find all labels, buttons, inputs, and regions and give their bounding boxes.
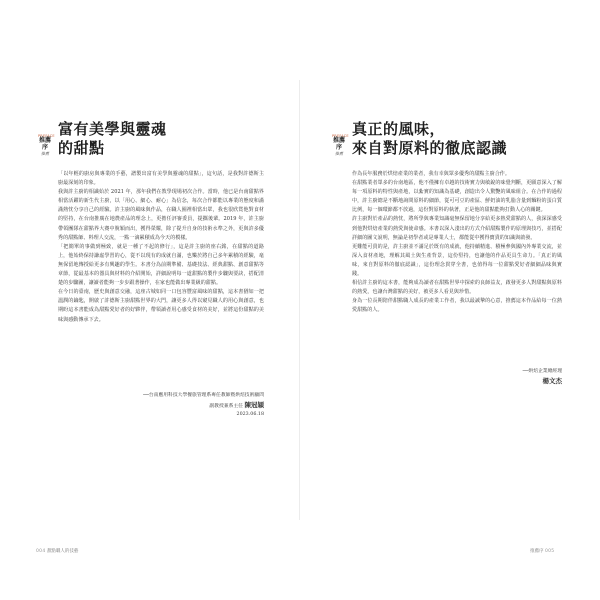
left-paragraph-3: 「把簡單的事做到極致，就是一種了不起的修行」，這是許主廚的座右銘，在甜點的道路上，他始終保持謙虛學習的心，從不以現有的成就自滿，也樂於將自己多年累積的經驗，毫無保留地傳授給更多有興趣的學生。本書分為前期準備、基礎技法、經典甜點、創意甜點等章節，從最基本的器具與材料的介紹開始，詳細說明每一道甜點的製作步驟與要訣，搭配清楚的步驟圖，讓讀者能夠一步步跟著操作，在家也能做出專業級的甜點。 [58,243,264,287]
right-signature-name: 楊文杰 [542,377,562,385]
right-paragraph-5: 相信許主廚的這本書，能夠成為讀者在甜點世界中探索的良師益友，啟發更多人對甜點與原料的熱愛，也讓台灣甜點的美好，被更多人看見與珍惜。 [352,280,562,296]
left-body [58,170,264,325]
left-signature-date: 2023.06.18 [236,412,264,417]
preface-badge [38,134,55,156]
left-title-line-2: 的甜點 [58,139,105,157]
right-paragraph-4: 更難能可貴的是，許主廚並不滿足於既有的成就，他持續精進、積極參與國內外專業交流，並深入食材產地，理解其風土與生產背景，這份堅持，也讓他的作品更具生命力。「真正的風味，來自對原料的徹底認識」，這份理念貫穿全書，也值得每一位甜點愛好者細細品味與實踐。 [352,243,562,278]
badge-label: 推薦序 [332,137,345,151]
left-signature [58,392,264,419]
right-title-line-1: 真正的風味， [352,120,446,138]
left-signature-affiliation: ──台南應用科技大學餐旅管理系專任教師暨烘焙技術顧問 [143,393,264,398]
right-body [352,170,562,316]
right-paragraph-3: 許主廚對於產品的熱忱，將所學與專業知識毫無保留地分享給更多熱愛甜點的人，我深深感受到他對烘焙產業的熱愛與使命感。本書以深入淺出的方式介紹甜點製作的原理與技巧，並搭配詳細的圖文說明，無論是初學者或是專業人士，都能從中獲得寶貴的知識與啟發。 [352,216,562,241]
right-title-line-2: 來自對原料的徹底認識 [352,139,508,157]
right-paragraph-2: 在甜點業者眾多的台南地區，他不僅擁有卓越的技術實力與敏銳的味覺判斷，更願意深入了解每一項原料的特性與產地，以紮實的知識為基礎，創造出令人驚艷的風味組合。在合作的過程中，許主廚總是不斷地詢問原料的細節，從可可豆的產區、鮮奶油的乳脂含量到麵粉的蛋白質比例，每一個環節都不放過，這份對原料的執著，正是他的甜點能夠打動人心的關鍵。 [352,180,562,214]
left-title [58,120,167,158]
left-footer [36,548,78,554]
left-signature-name: 陳冠穎 [244,401,264,409]
left-title-line-1: 富有美學與靈魂 [58,120,167,138]
left-paragraph-2: 我與許主廚的相識始於 2021 年，那年我們在教學現場初次合作。當時，他已是台南甜點界相當活躍的新生代主廚，以「用心、細心、耐心」為信念，每次合作都能以專業的態度和滿滿熱忱分享自己的經驗。許主廚的風味與作品，在職人圈裡相當出眾，我也很欣賞他對食材的堅持，在台南推廣在地農產品的理念上，更擔任評審委員，提攜後輩。2019 年，許主廚帶領團隊在甜點界大賽中脫穎而出，獲得榮耀，除了提升自身的技術水準之外，更與許多優秀的甜點師、料理人交流，一點一滴累積成為今天的模樣。 [58,189,264,241]
left-paragraph-4: 在今日的臺南，歷史與創意交融，這座古城如同一口包容豐富風味的甜點，這本書猶如一把溫潤的鑰匙，開啟了許德斯主廚甜點世界的大門，讓更多人得以窺見職人的用心與創意，也期盼這本書能成為甜點愛好者的好夥伴，帶領讀者用心感受食材的美好，並將這份甜點的美味與感動傳承下去。 [58,289,264,323]
right-signature [352,368,562,386]
right-title [352,120,507,158]
badge-signature: 推薦 [41,151,49,156]
right-signature-affiliation: ──烘焙企業總經理 [522,369,562,374]
badge-tag: PREFACE [332,134,349,138]
right-page-number: 005 [544,549,555,554]
right-paragraph-1: 作為長年服務於烘焙產業的業者，我有幸與眾多優秀的甜點主廚合作。 [352,171,511,177]
left-signature-role: 副教授兼系主任 [209,404,243,409]
badge-tag: PREFACE [38,134,55,138]
left-paragraph-1: 「以年輕的廚房與專業的手藝，譜製出富有美學與靈魂的甜點」，這句話，是我對許德斯主廚最深刻的印象。 [58,171,264,187]
right-paragraph-6: 身為一位長期陪伴甜點職人成長的產業工作者，我以最誠摯的心意，推薦這本作品給每一位熱愛甜點的人。 [352,298,562,314]
badge-signature: 推薦 [335,151,343,156]
right-footer [530,548,554,554]
right-page [300,0,600,600]
badge-label: 推薦序 [38,137,51,151]
preface-badge [332,134,349,156]
right-running-title: 推薦序 [530,549,544,554]
left-running-title: 甜點職人的技藝 [46,549,79,554]
left-page-number: 004 [36,549,46,554]
